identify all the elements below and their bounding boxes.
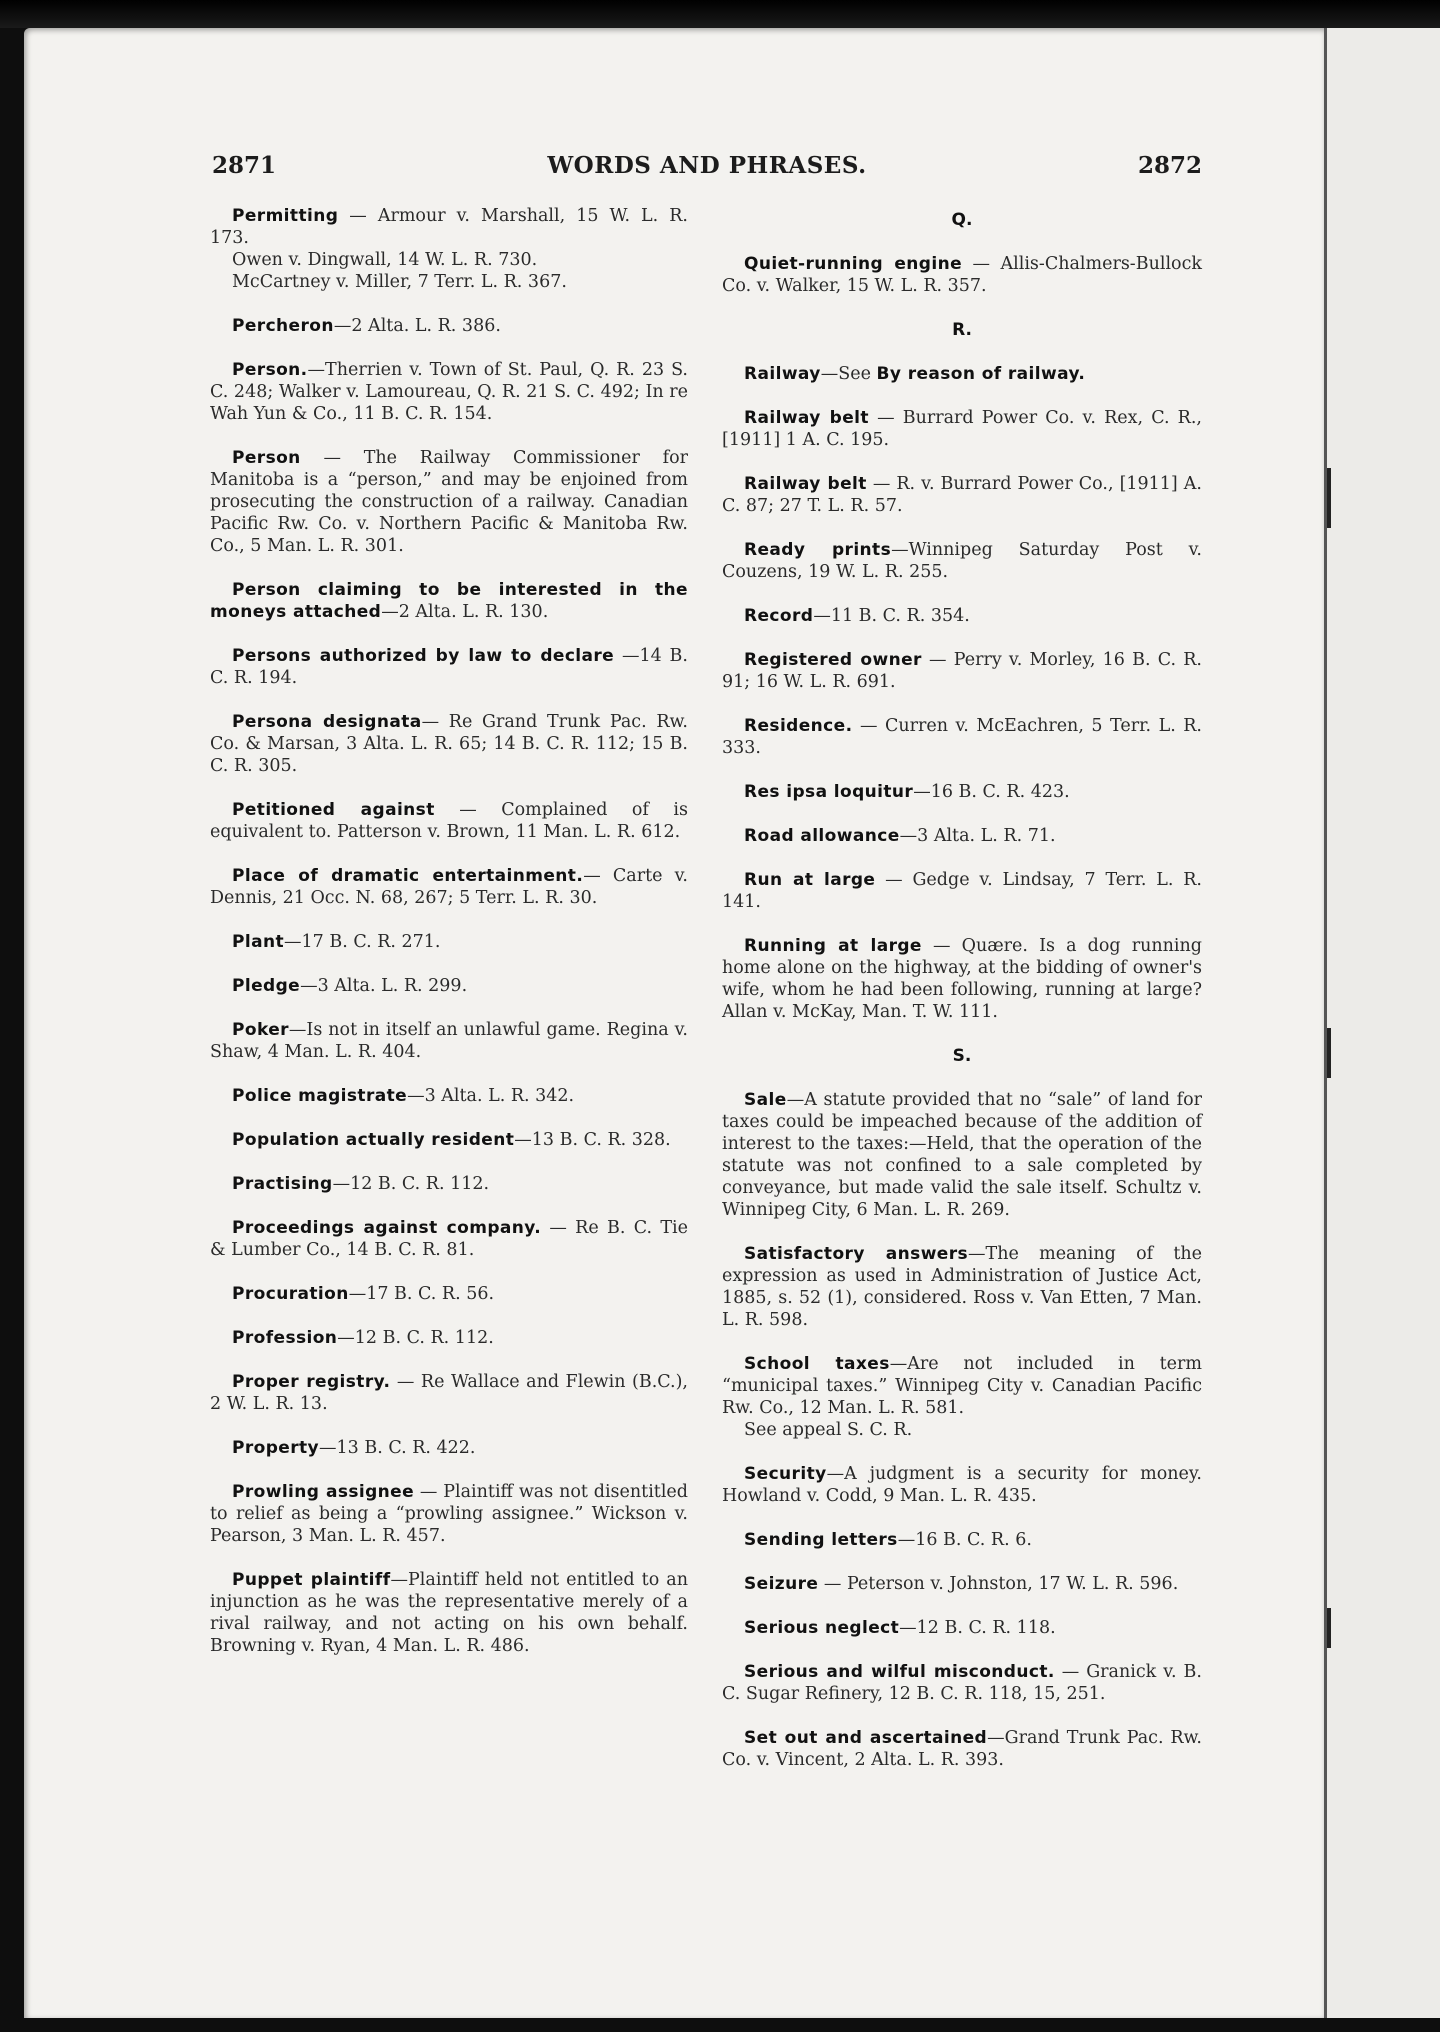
entry-text: — Plaintiff was not disentitled to relief as being a “prowling assignee.” Wickson v. Pearson, 3 Man. L. R. 457. [210,1482,688,1546]
dictionary-entry [210,1173,688,1195]
dictionary-entry [210,1129,688,1151]
entry-headword: School taxes [744,1354,890,1374]
entry-text: —11 B. C. R. 354. [813,606,970,626]
entry-text: — Complained of is equivalent to. Patterson v. Brown, 11 Man. L. R. 612. [210,800,688,842]
entry-headword: Petitioned against [232,800,435,820]
entry-headword: Proceedings against company. [232,1218,542,1238]
dictionary-entry [210,1217,688,1261]
dictionary-entry [210,359,688,425]
entry-headword: Puppet plaintiff [232,1570,391,1590]
entry-headword: Railway belt [744,474,867,494]
entry-text: —3 Alta. L. R. 71. [899,826,1056,846]
entry-headword: Prowling assignee [232,1482,415,1502]
entry-headword: Res ipsa loquitur [744,782,914,802]
entry-subline: Owen v. Dingwall, 14 W. L. R. 730. [232,250,538,270]
section-letter: Q. [951,210,973,230]
adjacent-page-edge [1324,28,1440,2018]
dictionary-entry [210,1019,688,1063]
page-header [212,152,1202,188]
entry-text: — Curren v. McEachren, 5 Terr. L. R. 333. [722,716,1202,758]
entry-headword: Police magistrate [232,1086,408,1106]
entry-headword: Person [232,448,301,468]
dictionary-entry [722,649,1202,693]
entry-headword: Serious and wilful misconduct. [744,1662,1055,1682]
entry-headword: Population actually resident [232,1130,515,1150]
entry-headword: Sale [744,1090,787,1110]
entry-text: — Perry v. Morley, 16 B. C. R. 91; 16 W. L. R. 691. [722,650,1202,692]
entry-headword: Running at large [744,936,922,956]
dictionary-entry [210,1283,688,1305]
dictionary-entry [722,1353,1202,1441]
entry-text: —12 B. C. R. 112. [332,1174,490,1194]
dictionary-entry [722,605,1202,627]
page-title: WORDS AND PHRASES. [547,152,867,179]
dictionary-entry [722,473,1202,517]
entry-text: —3 Alta. L. R. 342. [407,1086,575,1106]
dictionary-entry [210,931,688,953]
entry-headword: Person claiming to be interested in the moneys attached [210,580,688,622]
dictionary-entry [210,1085,688,1107]
entry-headword: Residence. [744,716,853,736]
entry-headword: Seizure [744,1574,819,1594]
entry-headword: Record [744,606,814,626]
edge-mark [1327,1028,1331,1078]
entry-text: —Winnipeg Saturday Post v. Couzens, 19 W. L. R. 255. [722,540,1202,582]
entry-text: — The Railway Commissioner for Manitoba is a “person,” and may be enjoined from prosecuting the construction of a railway. Canadian Pacific Rw. Co. v. Northern Pacific & Manitoba Rw. Co., 5 Man. L. R. 301. [210,448,688,556]
entry-text: —Are not included in term “municipal taxes.” Winnipeg City v. Canadian Pacific Rw. Co., 12 Man. L. R. 581. [722,1354,1203,1418]
entry-headword: Plant [232,932,284,952]
entry-text: — R. v. Burrard Power Co., [1911] A. C. 87; 27 T. L. R. 57. [722,474,1202,516]
entry-text: —14 B. C. R. 194. [210,646,688,688]
entry-text: — Re Wallace and Flewin (B.C.), 2 W. L. R. 13. [210,1372,688,1414]
entry-headword: Permitting [232,206,339,226]
dictionary-entry [722,1617,1202,1639]
entry-text: —2 Alta. L. R. 386. [333,316,501,336]
entry-text: —Therrien v. Town of St. Paul, Q. R. 23 S. C. 248; Walker v. Lamoureau, Q. R. 21 S. C. 492; In re Wah Yun & Co., 11 B. C. R. 154. [210,360,688,424]
entry-headword: Railway belt [744,408,869,428]
section-letter: S. [952,1046,972,1066]
entry-text: —13 B. C. R. 422. [319,1438,476,1458]
entry-headword: Persona designata [232,712,422,732]
dictionary-entry [210,315,688,337]
dictionary-entry [722,407,1202,451]
dictionary-entry [722,1243,1202,1331]
dictionary-entry [722,539,1202,583]
dictionary-entry [210,711,688,777]
entry-headword: Pledge [232,976,301,996]
entry-headword: Persons authorized by law to declare [232,646,615,666]
dictionary-entry [210,447,688,557]
entry-headword: Procuration [232,1284,349,1304]
scan-top-edge [0,0,1440,28]
entry-headword: Poker [232,1020,289,1040]
entry-text: — Re Grand Trunk Pac. Rw. Co. & Marsan, 3 Alta. L. R. 65; 14 B. C. R. 112; 15 B. C. R. 305. [210,712,688,776]
dictionary-entry [722,1463,1202,1507]
right-column [722,205,1202,1793]
dictionary-entry [210,579,688,623]
entry-headword: Run at large [744,870,876,890]
edge-mark [1327,468,1331,528]
entry-text: — Granick v. B. C. Sugar Refinery, 12 B. C. R. 118, 15, 251. [722,1662,1202,1704]
entry-headword: Proper registry. [232,1372,391,1392]
entry-headword: Sending letters [744,1530,898,1550]
dictionary-entry [722,715,1202,759]
cross-reference: By reason of railway. [876,364,1086,384]
entry-text: —3 Alta. L. R. 299. [300,976,468,996]
entry-headword: Serious neglect [744,1618,900,1638]
dictionary-entry [210,645,688,689]
dictionary-entry [722,781,1202,803]
entry-headword: Percheron [232,316,334,336]
entry-subline: See appeal S. C. R. [744,1420,913,1440]
right-page-number: 2872 [1137,152,1202,179]
entry-headword: Property [232,1438,320,1458]
entry-text: —See [820,364,877,384]
entry-headword: Railway [744,364,821,384]
entry-text: —A judgment is a security for money. Howland v. Codd, 9 Man. L. R. 435. [722,1464,1202,1506]
entry-text: —The meaning of the expression as used in Administration of Justice Act, 1885, s. 52 (1), considered. Ross v. Van Etten, 7 Man. L. R. 598. [722,1244,1202,1330]
dictionary-entry [722,825,1202,847]
dictionary-entry [210,1327,688,1349]
entry-text: — Gedge v. Lindsay, 7 Terr. L. R. 141. [722,870,1202,912]
dictionary-entry [210,1569,688,1657]
dictionary-entry [210,1371,688,1415]
entry-headword: Satisfactory answers [744,1244,969,1264]
entry-text: —17 B. C. R. 56. [348,1284,495,1304]
dictionary-entry [722,1529,1202,1551]
dictionary-entry [722,1089,1202,1221]
dictionary-entry [722,1573,1202,1595]
left-column [210,205,688,1679]
entry-text: — Allis-Chalmers-Bullock Co. v. Walker, 15 W. L. R. 357. [722,254,1202,296]
dictionary-entry [210,975,688,997]
entry-text: —Grand Trunk Pac. Rw. Co. v. Vincent, 2 Alta. L. R. 393. [722,1728,1202,1770]
entry-headword: Road allowance [744,826,900,846]
entry-text: —Plaintiff held not entitled to an injunction as he was the representative merely of a rival railway, and not acting on his own behalf. Browning v. Ryan, 4 Man. L. R. 486. [210,1570,688,1656]
left-page-number: 2871 [212,152,277,179]
dictionary-entry [210,205,688,293]
dictionary-entry [722,935,1202,1023]
entry-headword: Security [744,1464,827,1484]
dictionary-entry [722,363,1202,385]
entry-headword: Person. [232,360,308,380]
entry-text: —12 B. C. R. 118. [899,1618,1056,1638]
entry-text: —Is not in itself an unlawful game. Regina v. Shaw, 4 Man. L. R. 404. [210,1020,688,1062]
entry-text: — Armour v. Marshall, 15 W. L. R. 173. [210,206,688,248]
entry-text: —16 B. C. R. 6. [897,1530,1032,1550]
entry-text: — Carte v. Dennis, 21 Occ. N. 68, 267; 5 Terr. L. R. 30. [210,866,688,908]
dictionary-entry [722,869,1202,913]
entry-text: —12 B. C. R. 112. [337,1328,494,1348]
entry-headword: Set out and ascertained [744,1728,988,1748]
entry-headword: Ready prints [744,540,892,560]
entry-text: —16 B. C. R. 423. [913,782,1070,802]
entry-text: — Re B. C. Tie & Lumber Co., 14 B. C. R. 81. [210,1218,689,1260]
dictionary-entry [722,1661,1202,1705]
entry-text: — Burrard Power Co. v. Rex, C. R., [1911] 1 A. C. 195. [722,408,1202,450]
entry-headword: Profession [232,1328,338,1348]
entry-text: — Peterson v. Johnston, 17 W. L. R. 596. [818,1574,1179,1594]
dictionary-entry [722,253,1202,297]
entry-text: —2 Alta. L. R. 130. [381,602,549,622]
dictionary-entry [210,865,688,909]
dictionary-entry [210,799,688,843]
entry-text: —17 B. C. R. 271. [284,932,441,952]
entry-subline: McCartney v. Miller, 7 Terr. L. R. 367. [232,272,567,292]
entry-headword: Practising [232,1174,333,1194]
entry-headword: Registered owner [744,650,922,670]
dictionary-entry [722,1727,1202,1771]
edge-mark [1327,1608,1331,1648]
entry-text: —A statute provided that no “sale” of land for taxes could be impeached because of the addition of interest to the taxes:—Held, that the operation of the statute was not confined to a sale completed by conveyance, but made valid the sale itself. Schultz v. Winnipeg City, 6 Man. L. R. 269. [722,1090,1202,1220]
entry-text: —13 B. C. R. 328. [514,1130,671,1150]
entry-text: — Quære. Is a dog running home alone on the highway, at the bidding of owner's wife, whom he had been following, running at large? Allan v. McKay, Man. T. W. 111. [722,936,1203,1022]
dictionary-entry [210,1437,688,1459]
section-letter: R. [952,320,972,340]
entry-headword: Quiet-running engine [744,254,962,274]
entry-headword: Place of dramatic entertainment. [232,866,584,886]
dictionary-entry [210,1481,688,1547]
